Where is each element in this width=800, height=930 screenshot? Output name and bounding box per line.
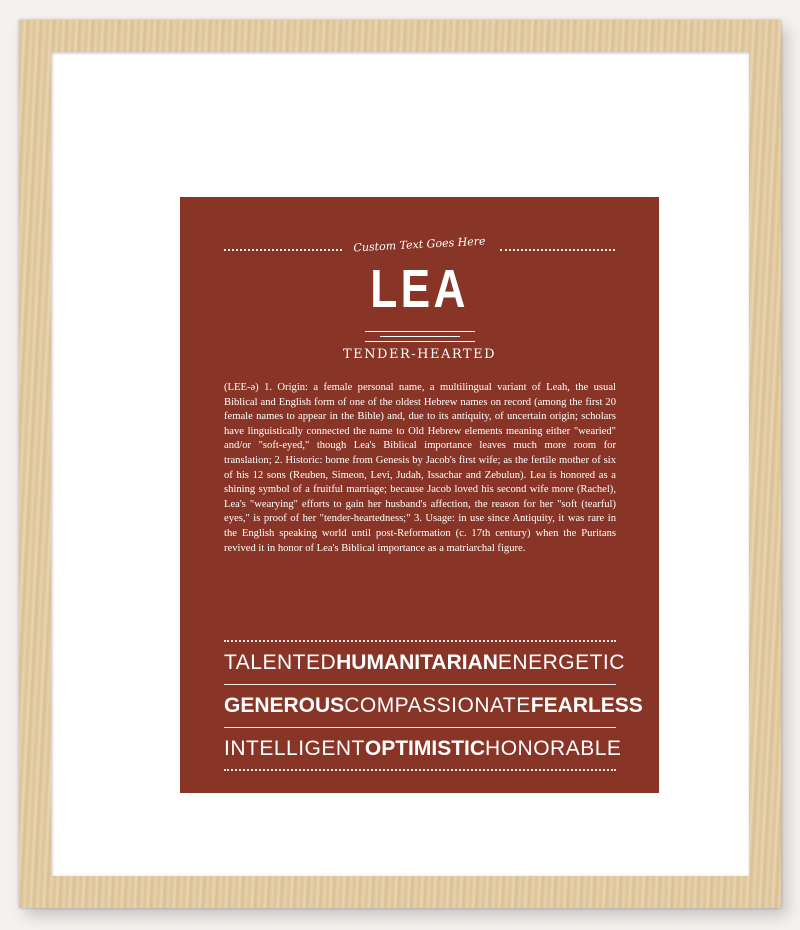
name-description: (LEE-ə) 1. Origin: a female personal name, a multilingual variant of Leah, the usual Biblical and English form of one of the oldest Hebrew names on record (among the first 20 female names to appear in the Bible) and, due to its antiquity, of uncertain origin; scholars have linguistically connected the name to Old Hebrew elements meaning either "wearied" and/or "soft-eyed," though Lea's Biblical importance leaves much more room for translation; 2. Historic: borne from Genesis by Jacob's first wife; as the fertile mother of six of his 12 sons (Reuben, Simeon, Levi, Judah, Issachar and Zebulun). Lea is honored as a shining symbol of a fruitful marriage; because Jacob loved his second wife more (Rachel), Lea's "wearying" efforts to gain her husband's affection, the reason for her "soft (tearful) eyes," is proof of her "tender-heartedness;" 3. Usage: in use since Antiquity, it was rare in the English speaking world until post-Reformation (c. 17th century) when the Puritans revived it in honor of Lea's Biblical importance as a matriarchal figure.: [224, 382, 616, 554]
trait: OPTIMISTIC: [364, 737, 486, 760]
trait: GENEROUS: [224, 694, 345, 717]
dotted-divider-traits-bottom: [224, 769, 616, 771]
title-rule-top: [365, 331, 475, 332]
title-rule-middle: [380, 336, 460, 337]
trait: HONORABLE: [485, 737, 622, 760]
traits-row-2: [224, 690, 643, 722]
traits-divider-1: [224, 684, 616, 685]
custom-text: Custom Text Goes Here: [353, 234, 486, 255]
title-rule-bottom: [365, 341, 475, 342]
custom-text-line: [180, 234, 659, 257]
name-print: [180, 197, 659, 793]
trait: COMPASSIONATE: [344, 694, 531, 717]
dotted-divider-right: [500, 249, 615, 251]
trait: TALENTED: [224, 651, 337, 674]
trait: ENERGETIC: [497, 651, 625, 674]
trait: HUMANITARIAN: [336, 651, 498, 674]
name-title: LEA: [370, 259, 469, 319]
trait: FEARLESS: [530, 694, 643, 717]
traits-divider-2: [224, 727, 616, 728]
wood-frame: [19, 20, 781, 908]
trait: INTELLIGENT: [224, 737, 365, 760]
traits-row-3: [224, 733, 622, 765]
dotted-divider-traits-top: [224, 640, 616, 642]
traits-row-1: [224, 647, 625, 679]
name-meaning: TENDER-HEARTED: [343, 347, 496, 362]
white-mat: [51, 52, 749, 876]
